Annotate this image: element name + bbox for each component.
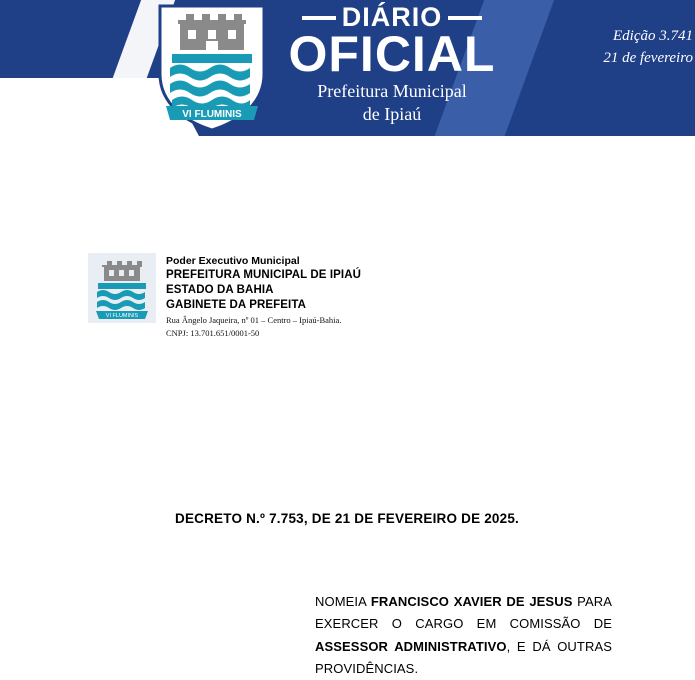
coat-of-arms-icon <box>150 0 274 130</box>
edition-info <box>603 26 693 70</box>
letterhead-text-block <box>166 253 361 338</box>
summary-part-1: NOMEIA <box>315 594 371 609</box>
rule-left-icon <box>302 16 336 20</box>
summary-role: ASSESSOR ADMINISTRATIVO <box>315 638 507 654</box>
edition-number: Edição 3.741 <box>613 28 693 44</box>
letterhead-motto-text: VI FLUMINIS <box>105 313 139 319</box>
summary-part-2: PARA EXERCER O CARGO EM COMISSÃO DE <box>315 594 612 632</box>
rule-right-icon <box>448 16 482 20</box>
letterhead-crest-icon <box>88 253 156 323</box>
banner-title-diario: DIÁRIO <box>341 2 443 32</box>
decree-title: DECRETO N.º 7.753, DE 21 DE FEVEREIRO DE 2025. <box>175 511 520 526</box>
banner-subtitle-line1: Prefeitura Municipal <box>317 81 467 101</box>
banner-subtitle-line2: de Ipiaú <box>362 103 422 124</box>
summary-person-name: FRANCISCO XAVIER DE JESUS <box>370 594 573 609</box>
letterhead-line-prefeitura: PREFEITURA MUNICIPAL DE IPIAÚ <box>166 269 362 282</box>
banner-title-block <box>262 4 522 124</box>
letterhead <box>88 253 361 338</box>
letterhead-address: Rua Ângelo Jaqueira, nº 01 – Centro – Ipiaú-Bahia. <box>166 314 342 325</box>
letterhead-line-poder-executivo: Poder Executivo Municipal <box>166 255 300 267</box>
diario-oficial-banner <box>0 0 695 136</box>
document-page <box>0 136 695 677</box>
letterhead-line-gabinete: GABINETE DA PREFEITA <box>166 299 307 311</box>
letterhead-cnpj: CNPJ: 13.701.651/0001-50 <box>166 327 260 338</box>
crest-motto-text: VI FLUMINIS <box>182 109 242 120</box>
summary-part-3: , E DÁ OUTRAS PROVIDÊNCIAS. <box>315 638 612 677</box>
decree-summary <box>315 591 612 680</box>
letterhead-line-estado: ESTADO DA BAHIA <box>166 284 274 297</box>
edition-date: 21 de fevereiro <box>603 49 693 66</box>
banner-title-oficial: OFICIAL <box>288 26 496 82</box>
